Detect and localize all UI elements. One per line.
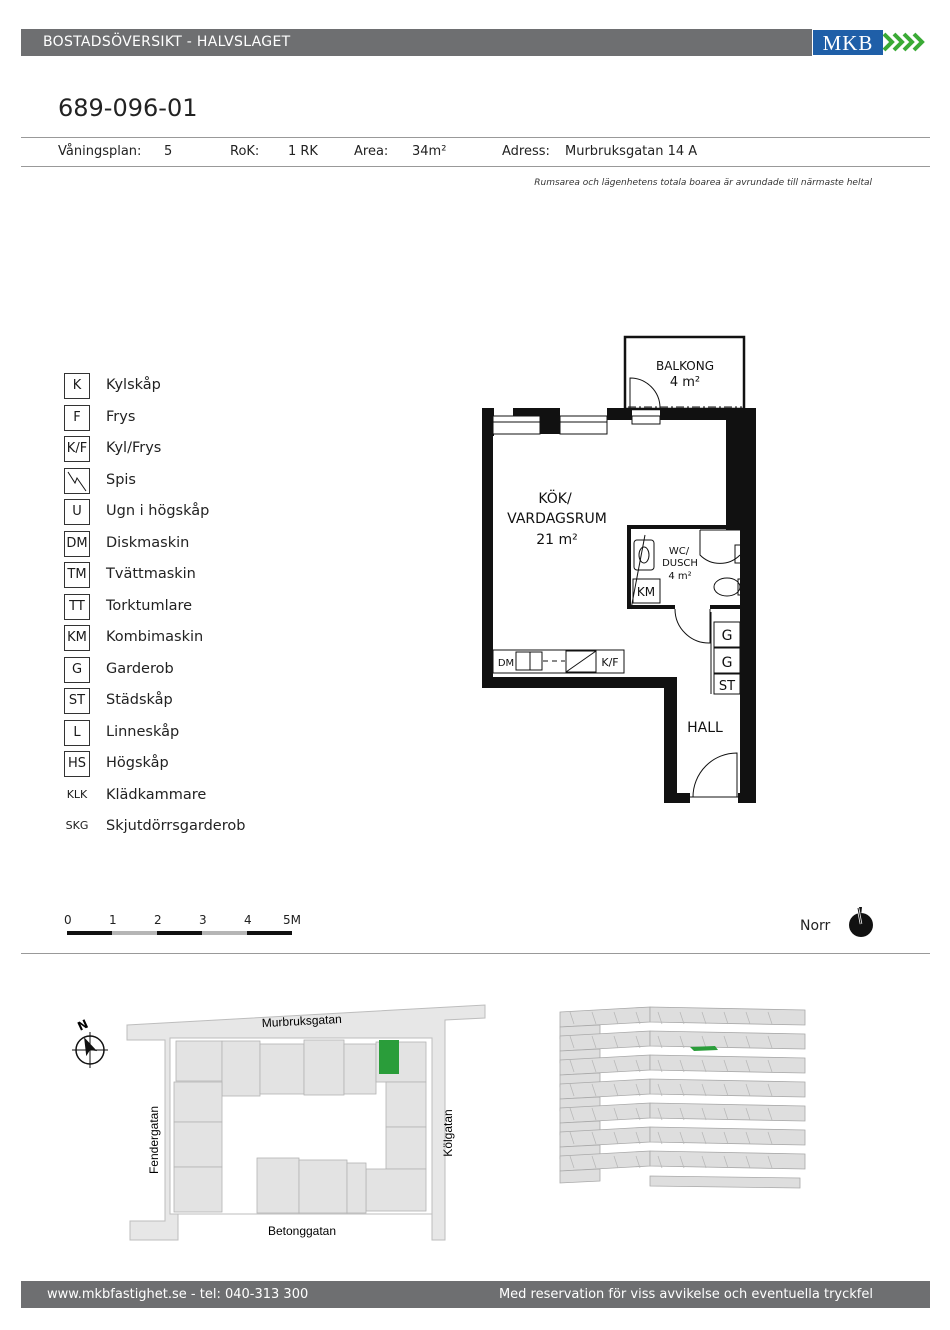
legend-label: Torktumlare [106, 597, 193, 614]
street-top-label: Murbruksgatan [261, 1011, 343, 1031]
building-isometric [555, 1000, 810, 1250]
kitchen-label-2: VARDAGSRUM [507, 511, 607, 527]
bath-label-1: WC/ [668, 546, 690, 557]
scale-tick-label: 3 [199, 913, 207, 927]
walls [482, 408, 756, 803]
street-left-label: Fendergatan [147, 1105, 161, 1175]
hall-label: HALL [687, 720, 723, 736]
scale-tick-label: 4 [244, 913, 252, 927]
washbasin-icon [634, 540, 654, 570]
divider [21, 953, 930, 954]
legend-code: G [64, 657, 90, 683]
legend-code: F [64, 405, 90, 431]
bath-area: 4 m² [668, 571, 692, 582]
legend-item [64, 594, 324, 620]
dm-label: DM [497, 658, 515, 669]
north-label: Norr [800, 918, 831, 934]
legend-label: Frys [106, 408, 136, 425]
scale-segment [202, 931, 247, 935]
toilet-icon [714, 578, 740, 596]
legend-label: Kombimaskin [106, 629, 204, 645]
legend-code: TM [64, 562, 90, 588]
legend-code: K/F [64, 436, 90, 462]
footer-bar [21, 1281, 930, 1308]
km-label: KM [636, 585, 656, 599]
cleaning-closet-label: ST [718, 679, 736, 694]
legend-item [64, 562, 324, 588]
legend-item [64, 657, 324, 683]
area-value: 34m² [412, 144, 447, 159]
compass-letter: N [75, 1016, 91, 1034]
legend-label: Kyl/Frys [106, 440, 162, 456]
scale-segment [247, 931, 292, 935]
scale-tick-label: 5M [283, 913, 301, 927]
legend-item [64, 625, 324, 651]
legend-label: Diskmaskin [106, 534, 190, 551]
legend-label: Linneskåp [106, 723, 180, 740]
scale-tick-label: 1 [109, 913, 117, 927]
balcony-door-swing [630, 378, 660, 408]
legend-item [64, 688, 324, 714]
apartment-info-row [21, 137, 930, 167]
entrance-door-swing [693, 753, 737, 797]
windows [493, 416, 660, 434]
site-plan [60, 1000, 500, 1250]
legend-code: KLK [66, 787, 88, 801]
stove-icon [64, 468, 90, 494]
scale-tick-label: 2 [154, 913, 162, 927]
rok-value: 1 RK [288, 144, 318, 159]
legend-item [64, 436, 324, 462]
legend-item [64, 751, 324, 777]
wardrobe-2-label: G [721, 655, 733, 671]
area-rounding-note: Rumsarea och lägenhetens totala boarea är avrundade till närmaste heltal [534, 178, 872, 188]
scale-segment [67, 931, 112, 935]
legend-code: KM [64, 625, 90, 651]
floor-value: 5 [164, 144, 173, 159]
legend-code: L [64, 720, 90, 746]
legend-item [64, 405, 324, 431]
legend-item [64, 814, 324, 840]
legend-label: Klädkammare [106, 786, 207, 803]
legend-item [64, 499, 324, 525]
legend-item [64, 373, 324, 399]
legend-label: Kylskåp [106, 377, 161, 393]
address-label: Adress: [502, 144, 550, 159]
legend-item [64, 720, 324, 746]
legend-label: Garderob [106, 660, 174, 677]
scale-segment [112, 931, 157, 935]
floor-slab [560, 1151, 805, 1188]
legend-code: U [64, 499, 90, 525]
legend-label: Spis [106, 471, 136, 488]
address-value: Murbruksgatan 14 A [565, 144, 698, 159]
legend-label: Städskåp [106, 692, 173, 708]
balcony-label: BALKONG [655, 359, 715, 373]
street-right-label: Kölgatan [441, 1109, 455, 1157]
apartment-highlight [379, 1040, 399, 1074]
rok-label: RoK: [230, 144, 260, 159]
street-bottom-label: Betonggatan [267, 1224, 337, 1238]
legend-item [64, 783, 324, 809]
scale-segment [157, 931, 202, 935]
apartment-id: 689-096-01 [58, 94, 198, 122]
area-label: Area: [354, 144, 389, 159]
page-title: BOSTADSÖVERSIKT - HALVSLAGET [43, 34, 291, 50]
legend-code: HS [64, 751, 90, 777]
legend-code: ST [64, 688, 90, 714]
bath-door-swing [675, 609, 710, 643]
north-arrow-icon [846, 906, 876, 940]
legend-label: Skjutdörrsgarderob [106, 818, 246, 834]
legend-item [64, 531, 324, 557]
bath-label-2: DUSCH [662, 558, 698, 569]
legend-label: Ugn i högskåp [106, 503, 210, 519]
floor-label: Våningsplan: [58, 144, 142, 159]
header-bar [21, 29, 930, 56]
wardrobe-1-label: G [721, 628, 733, 644]
legend-item [64, 468, 324, 494]
mkb-logo [812, 29, 930, 56]
svg-text:MKB: MKB [822, 31, 874, 55]
scale-tick-label: 0 [64, 913, 72, 927]
footer-disclaimer: Med reservation för viss avvikelse och eventuella tryckfel [498, 1287, 873, 1302]
legend-code: DM [64, 531, 90, 557]
floor-plan [470, 330, 770, 810]
legend-label: Högskåp [106, 755, 169, 771]
legend-label: Tvättmaskin [106, 566, 196, 582]
balcony-outline [625, 337, 744, 409]
legend-code: K [64, 373, 90, 399]
site-compass-icon [72, 1017, 108, 1068]
kitchen-label-1: KÖK/ [538, 491, 572, 507]
shower-icon [700, 530, 740, 563]
scale-bar [64, 913, 304, 943]
kf-label: K/F [601, 656, 619, 669]
legend-code: TT [64, 594, 90, 620]
sink-icon [516, 652, 542, 670]
footer-contact: www.mkbfastighet.se - tel: 040-313 300 [47, 1287, 309, 1302]
kitchen-area: 21 m² [536, 532, 578, 548]
balcony-area: 4 m² [669, 375, 701, 390]
legend-code: SKG [65, 819, 89, 832]
